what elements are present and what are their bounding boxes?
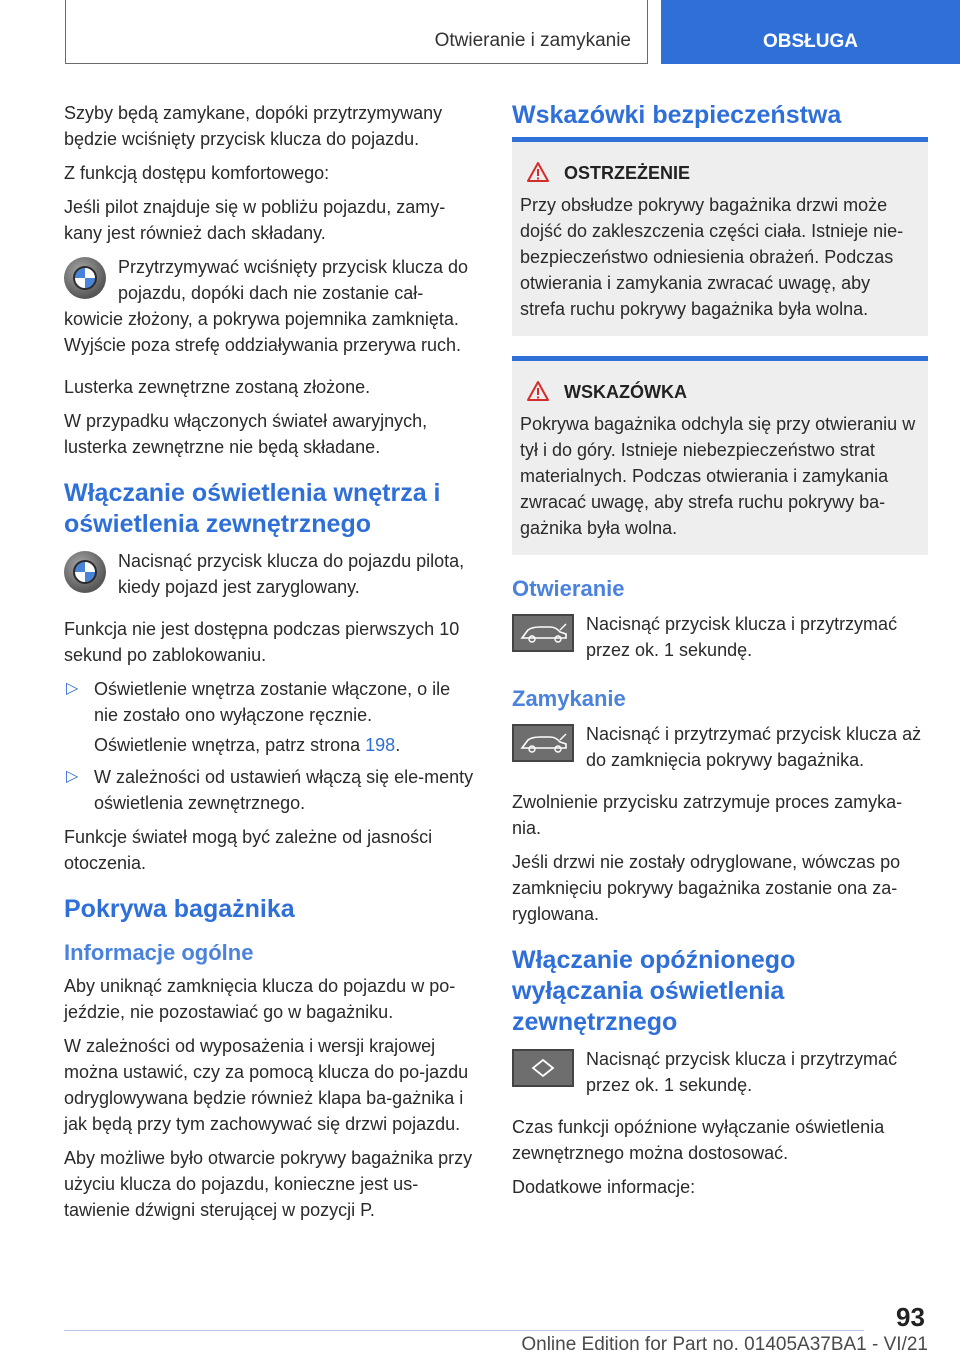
key-instruction bbox=[64, 254, 478, 366]
trunk-close-instruction bbox=[512, 721, 928, 781]
section-heading-safety: Wskazówki bezpieczeństwa bbox=[512, 101, 842, 129]
footer-divider bbox=[64, 1330, 864, 1331]
paragraph: Jeśli drzwi nie zostały odryglowane, wówczas po zamknięciu pokrywy bagażnika zostanie ona za‐ryglowana. bbox=[512, 852, 901, 924]
instruction-text: Nacisnąć przycisk klucza i przytrzymać przez ok. 1 sekundę. bbox=[586, 614, 898, 660]
light-instruction bbox=[512, 1046, 928, 1106]
page-link[interactable]: 198 bbox=[365, 735, 396, 755]
paragraph: Lusterka zewnętrzne zostaną złożone. bbox=[64, 377, 371, 397]
bullet-triangle-icon: ▷ bbox=[66, 768, 79, 785]
bullet-list bbox=[64, 676, 478, 816]
paragraph: W przypadku włączonych świateł awaryjnych, lusterka zewnętrzne nie będą składane. bbox=[64, 411, 428, 457]
notice-title: WSKAZÓWKA bbox=[520, 379, 920, 405]
subsection-heading-closing: Zamykanie bbox=[512, 686, 626, 711]
paragraph: Jeśli pilot znajduje się w pobliżu pojazdu, zamy‐kany jest również dach składany. bbox=[64, 197, 446, 243]
paragraph: Szyby będą zamykane, dopóki przytrzymywany będzie wciśnięty przycisk klucza do pojazdu. bbox=[64, 103, 443, 149]
warning-triangle-icon bbox=[526, 380, 550, 402]
warning-triangle-icon bbox=[526, 161, 550, 183]
section-heading-trunk: Pokrywa bagażnika bbox=[64, 895, 295, 923]
subsection-heading-general: Informacje ogólne bbox=[64, 940, 254, 965]
key-instruction bbox=[64, 548, 478, 608]
warning-text: Przy obsłudze pokrywy bagażnika drzwi może dojść do zakleszczenia części ciała. Istnieje nie‐bezpieczeństwo odniesienia obrażeń. Podczas otwierania i zamykania zwracać uwagę, aby strefa ruchu pokrywy bagażnika była wolna. bbox=[520, 195, 904, 319]
subsection-heading-opening: Otwieranie bbox=[512, 576, 625, 601]
paragraph: Funkcje świateł mogą być zależne od jasności otoczenia. bbox=[64, 827, 433, 873]
paragraph: Aby możliwe było otwarcie pokrywy bagażnika przy użyciu klucza do pojazdu, konieczne jest us‐tawienie dźwigni sterującej w pozycji P. bbox=[64, 1148, 473, 1220]
paragraph: Aby uniknąć zamknięcia klucza do pojazdu w po‐jeździe, nie pozostawiać go w bagażniku. bbox=[64, 976, 456, 1022]
instruction-text: Przytrzymywać wciśnięty przycisk klucza do pojazdu, dopóki dach nie zostanie cał‐kowicie złożony, a pokrywa pojemnika zamknięta. Wyjście poza strefę oddziaływania przerywa ruch. bbox=[64, 257, 469, 355]
trunk-button-icon bbox=[512, 724, 574, 762]
instruction-text: Nacisnąć przycisk klucza do pojazdu pilota, kiedy pojazd jest zaryglowany. bbox=[118, 551, 465, 597]
notice-box bbox=[512, 356, 928, 555]
warning-title: OSTRZEŻENIE bbox=[520, 160, 920, 186]
light-button-icon bbox=[512, 1049, 574, 1087]
header-chapter-tab: OBSŁUGA bbox=[661, 0, 960, 64]
paragraph: Dodatkowe informacje: bbox=[512, 1177, 696, 1197]
list-item: ▷ Oświetlenie wnętrza zostanie włączone, o ile nie zostało ono wyłączone ręcznie. Oświetlenie wnętrza, patrz strona 198. bbox=[64, 676, 478, 758]
bullet-triangle-icon: ▷ bbox=[66, 680, 79, 697]
instruction-text: Nacisnąć i przytrzymać przycisk klucza aż do zamknięcia pokrywy bagażnika. bbox=[586, 724, 922, 770]
section-heading-delayed-lighting: Włączanie opóźnionego wyłączania oświetlenia zewnętrznego bbox=[512, 946, 796, 1036]
page-header bbox=[0, 0, 960, 66]
right-column bbox=[512, 100, 928, 1208]
page-number: 93 bbox=[896, 1302, 925, 1332]
paragraph: Zwolnienie przycisku zatrzymuje proces zamyka‐nia. bbox=[512, 792, 903, 838]
cross-reference: Oświetlenie wnętrza, patrz strona 198. bbox=[94, 735, 401, 755]
trunk-button-icon bbox=[512, 614, 574, 652]
warning-box bbox=[512, 137, 928, 336]
paragraph: Funkcja nie jest dostępna podczas pierwszych 10 sekund po zablokowaniu. bbox=[64, 619, 460, 665]
key-button-icon bbox=[64, 551, 106, 593]
trunk-open-instruction bbox=[512, 611, 928, 671]
key-button-icon bbox=[64, 257, 106, 299]
list-item: ▷ W zależności od ustawień włączą się ele‐menty oświetlenia zewnętrznego. bbox=[64, 764, 478, 816]
left-column bbox=[64, 100, 478, 1231]
header-section-box bbox=[65, 0, 648, 64]
instruction-text: Nacisnąć przycisk klucza i przytrzymać przez ok. 1 sekundę. bbox=[586, 1049, 898, 1095]
paragraph: Z funkcją dostępu komfortowego: bbox=[64, 163, 330, 183]
paragraph: W zależności od wyposażenia i wersji krajowej można ustawić, czy za pomocą klucza do po‐jazdu odryglowywana będzie również klapa ba‐gażnika i jak będą przy tym zachowywać się drzwi pojazdu. bbox=[64, 1036, 469, 1134]
footer-edition: Online Edition for Part no. 01405A37BA1 - VI/21 bbox=[521, 1334, 928, 1355]
header-section-title: Otwieranie i zamykanie bbox=[434, 30, 631, 51]
notice-text: Pokrywa bagażnika odchyla się przy otwieraniu w tył i do góry. Istnieje niebezpieczeństwo strat materialnych. Podczas otwierania i zamykania zwracać uwagę, aby strefa ruchu pokrywy ba‐gażnika była wolna. bbox=[520, 414, 916, 538]
paragraph: Czas funkcji opóźnione wyłączanie oświetlenia zewnętrznego można dostosować. bbox=[512, 1117, 885, 1163]
section-heading-lighting: Włączanie oświetlenia wnętrza i oświetlenia zewnętrznego bbox=[64, 479, 441, 538]
